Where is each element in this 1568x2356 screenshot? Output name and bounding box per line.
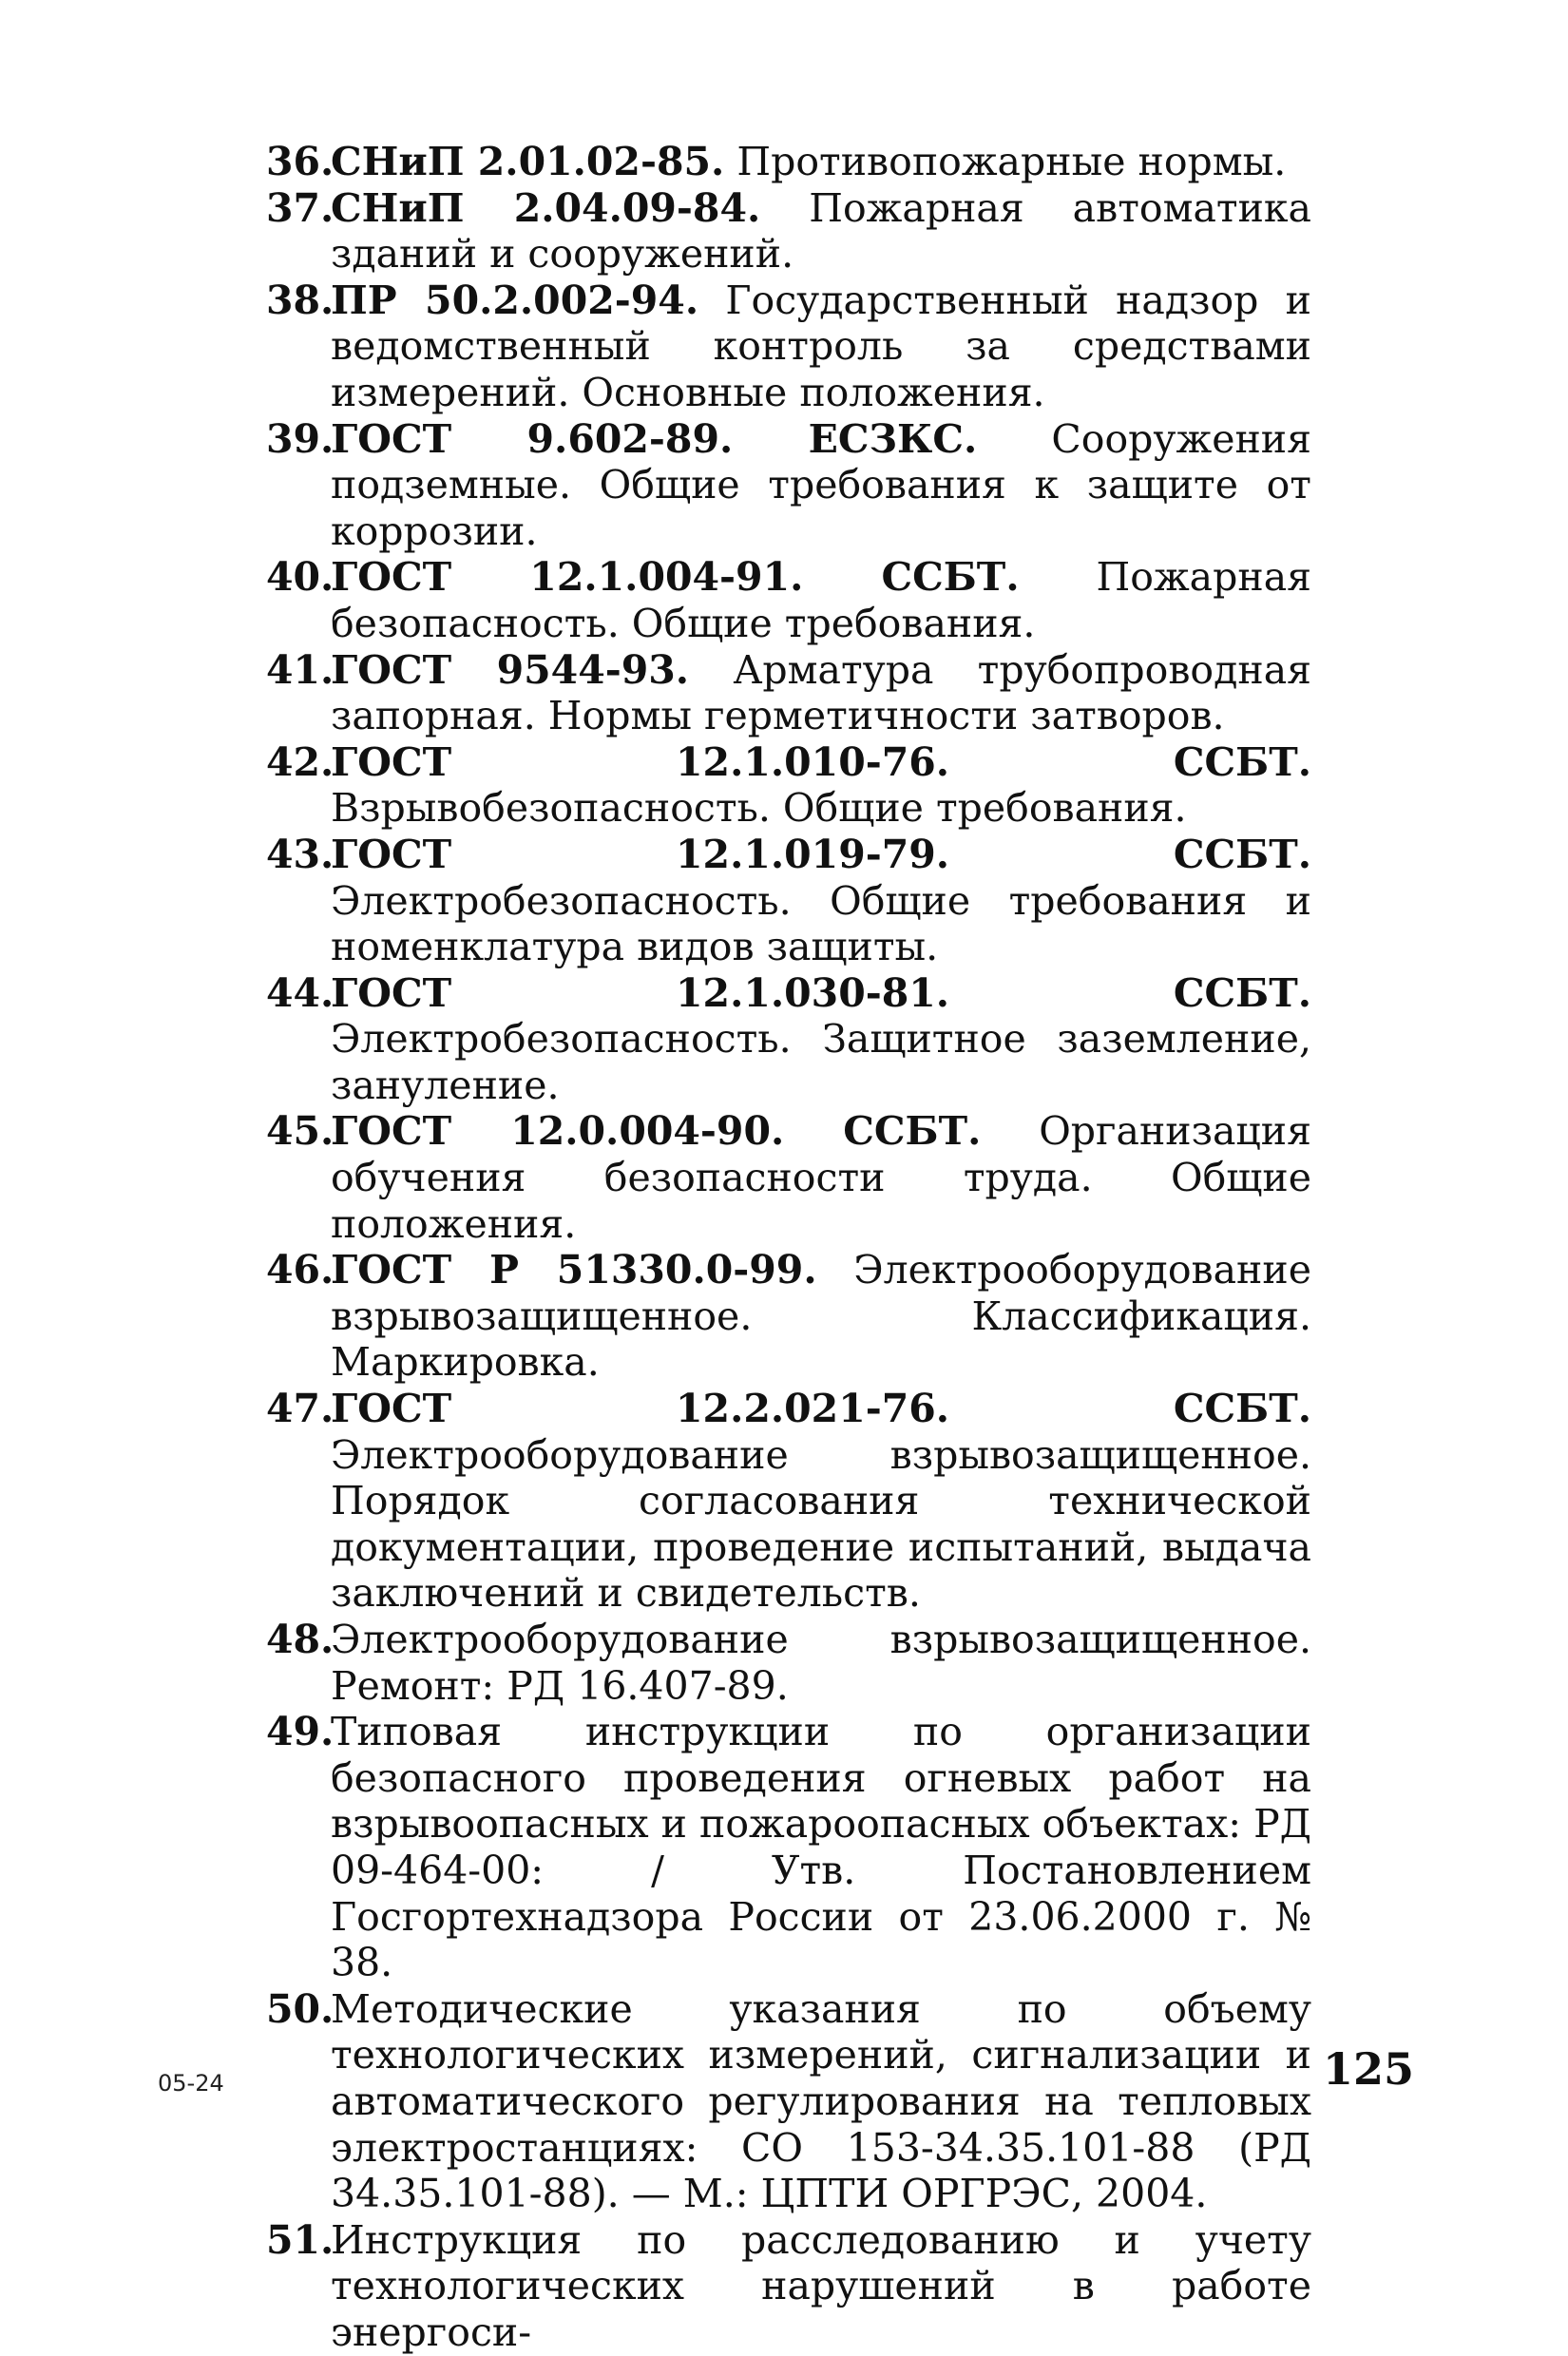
reference-number: 47. [266, 1386, 335, 1432]
reference-number: 51. [266, 2216, 335, 2263]
reference-item [266, 647, 1311, 739]
reference-code: ГОСТ Р 51330.0-99. [331, 1247, 817, 1293]
reference-item [266, 1986, 1311, 2217]
reference-item [266, 1247, 1311, 1386]
reference-text: Инструкция по расследованию и учету технологических нарушений в работе энергоси- [331, 2216, 1311, 2355]
reference-text: Арматура трубопроводная запорная. Нормы герметичности затворов. [331, 646, 1311, 739]
reference-code: ГОСТ 9.602-89. ЕСЗКС. [331, 415, 978, 462]
reference-number: 50. [266, 1985, 335, 2032]
reference-item [266, 1617, 1311, 1709]
reference-item [266, 970, 1311, 1109]
reference-code: ПР 50.2.002-94. [331, 277, 699, 323]
reference-code: ГОСТ 12.1.010-76. ССБТ. [331, 738, 1311, 785]
reference-item [266, 739, 1311, 832]
reference-code: СНиП 2.01.02-85. [331, 139, 725, 184]
reference-text: Государственный надзор и ведомственный контроль за средствами измерений. Основные положения. [331, 277, 1311, 415]
reference-code: ГОСТ 9544-93. [331, 646, 690, 693]
reference-item [266, 554, 1311, 646]
reference-text: Пожарная автоматика зданий и сооружений. [331, 184, 1311, 278]
reference-item [266, 1386, 1311, 1617]
reference-text: Электробезопасность. Общие требования и номенклатура видов защиты. [331, 877, 1311, 970]
reference-item [266, 832, 1311, 970]
reference-text: Электрооборудование взрывозащищенное. Ремонт: РД 16.407-89. [331, 1617, 1311, 1709]
reference-list [266, 139, 1311, 2356]
reference-item [266, 1709, 1311, 1986]
reference-number: 41. [266, 646, 335, 693]
reference-text: Электрооборудование взрывозащищенное. Порядок согласования технической документации, проведение испытаний, выдача заключений и свидетельств. [331, 1431, 1311, 1617]
reference-text: Электробезопасность. Защитное заземление, зануление. [331, 1016, 1311, 1108]
reference-number: 43. [266, 831, 335, 877]
reference-item [266, 278, 1311, 416]
reference-text: Противопожарные нормы. [736, 139, 1287, 184]
reference-number: 44. [266, 969, 335, 1016]
reference-text: Электрооборудование взрывозащищенное. Классификация. Маркировка. [331, 1247, 1311, 1386]
reference-text: Взрывобезопасность. Общие требования. [331, 785, 1187, 832]
reference-number: 40. [266, 554, 335, 601]
reference-code: ГОСТ 12.2.021-76. ССБТ. [331, 1386, 1311, 1432]
reference-text: Организация обучения безопасности труда. Общие положения. [331, 1108, 1311, 1247]
footer-code: 05-24 [158, 2070, 224, 2097]
reference-item [266, 2217, 1311, 2356]
reference-code: СНиП 2.04.09-84. [331, 184, 761, 231]
reference-item [266, 416, 1311, 555]
reference-number: 49. [266, 1709, 335, 1755]
page-number: 125 [1322, 2043, 1414, 2095]
reference-item [266, 139, 1311, 185]
reference-number: 46. [266, 1247, 335, 1293]
reference-number: 48. [266, 1617, 335, 1662]
reference-number: 39. [266, 415, 335, 462]
reference-item [266, 185, 1311, 278]
reference-number: 42. [266, 738, 335, 785]
reference-text: Методические указания по объему технологических измерений, сигнализации и автоматического регулирования на тепловых электростанциях: СО 153-34.35.101-88 (РД 34.35.101-88). — М.: ЦПТИ ОРГРЭС, 2004. [331, 1985, 1311, 2217]
reference-code: ГОСТ 12.1.030-81. ССБТ. [331, 969, 1311, 1016]
reference-number: 45. [266, 1108, 335, 1155]
reference-code: ГОСТ 12.1.004-91. ССБТ. [331, 554, 1020, 601]
reference-number: 37. [266, 184, 335, 231]
reference-number: 38. [266, 277, 335, 323]
reference-code: ГОСТ 12.0.004-90. ССБТ. [331, 1108, 982, 1155]
reference-text: Сооружения подземные. Общие требования к защите от коррозии. [331, 415, 1311, 554]
reference-code: ГОСТ 12.1.019-79. ССБТ. [331, 831, 1311, 877]
reference-item [266, 1108, 1311, 1247]
reference-text: Типовая инструкции по организации безопасного проведения огневых работ на взрывоопасных и пожароопасных объектах: РД 09-464-00: / Утв. Постановлением Госгортехнадзора России от 23.06.2000 г. № 38. [331, 1709, 1311, 1986]
reference-number: 36. [266, 139, 335, 184]
reference-text: Пожарная безопасность. Общие требования. [331, 554, 1311, 646]
